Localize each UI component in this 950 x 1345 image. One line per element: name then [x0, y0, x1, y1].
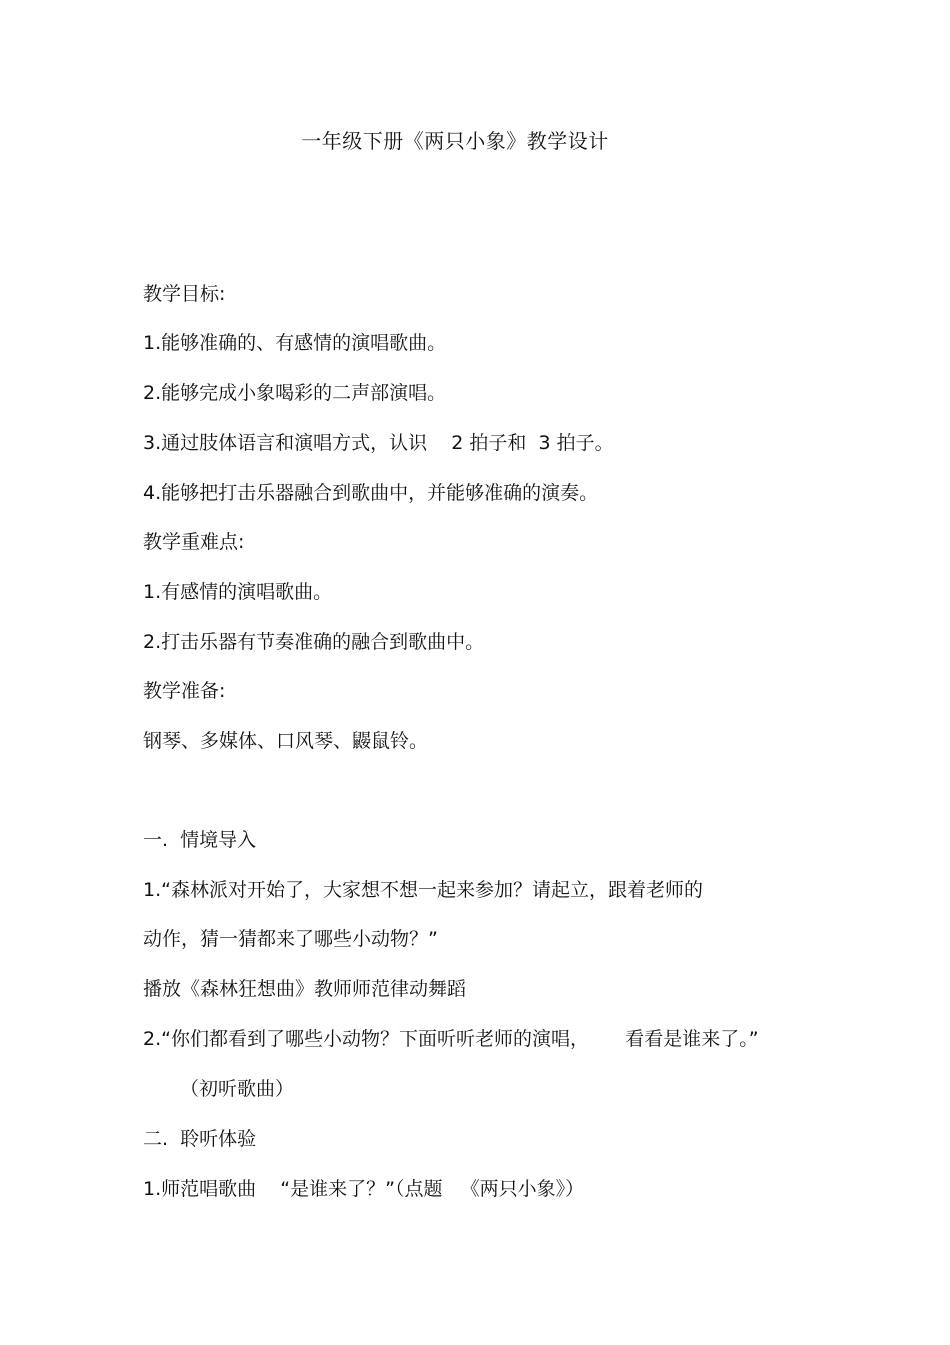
key-point-item-1: 1.有感情的演唱歌曲。	[143, 581, 333, 603]
introduction-step-1-continued: 动作，猜一猜都来了哪些小动物？”	[143, 928, 438, 950]
preparation-item: 钢琴、多媒体、口风琴、鼹鼠铃。	[143, 730, 429, 752]
objective-item-3: 3.通过肢体语言和演唱方式，认识 2 拍子和 3 拍子。	[143, 432, 614, 454]
section-heading-objectives: 教学目标:	[143, 283, 226, 305]
section-heading-listening: 二. 聆听体验	[143, 1128, 257, 1150]
section-heading-introduction: 一. 情境导入	[143, 829, 257, 851]
introduction-step-2: 2.“你们都看到了哪些小动物？下面听听老师的演唱， 看看是谁来了。”	[143, 1028, 759, 1050]
key-point-item-2: 2.打击乐器有节奏准确的融合到歌曲中。	[143, 631, 485, 653]
objective-item-2: 2.能够完成小象喝彩的二声部演唱。	[143, 382, 447, 404]
introduction-step-1: 1.“森林派对开始了，大家想不想一起来参加？请起立，跟着老师的	[143, 879, 703, 901]
section-heading-preparation: 教学准备:	[143, 680, 226, 702]
section-heading-key-points: 教学重难点:	[143, 531, 245, 553]
listening-step-1: 1.师范唱歌曲 “是谁来了？”（点题 《两只小象》）	[143, 1178, 585, 1200]
objective-item-1: 1.能够准确的、有感情的演唱歌曲。	[143, 332, 447, 354]
objective-item-4: 4.能够把打击乐器融合到歌曲中，并能够准确的演奏。	[143, 482, 599, 504]
introduction-note: 播放《森林狂想曲》教师师范律动舞蹈	[143, 978, 467, 1000]
introduction-step-2-note: （初听歌曲）	[180, 1078, 295, 1100]
document-title: 一年级下册《两只小象》教学设计	[301, 129, 609, 153]
